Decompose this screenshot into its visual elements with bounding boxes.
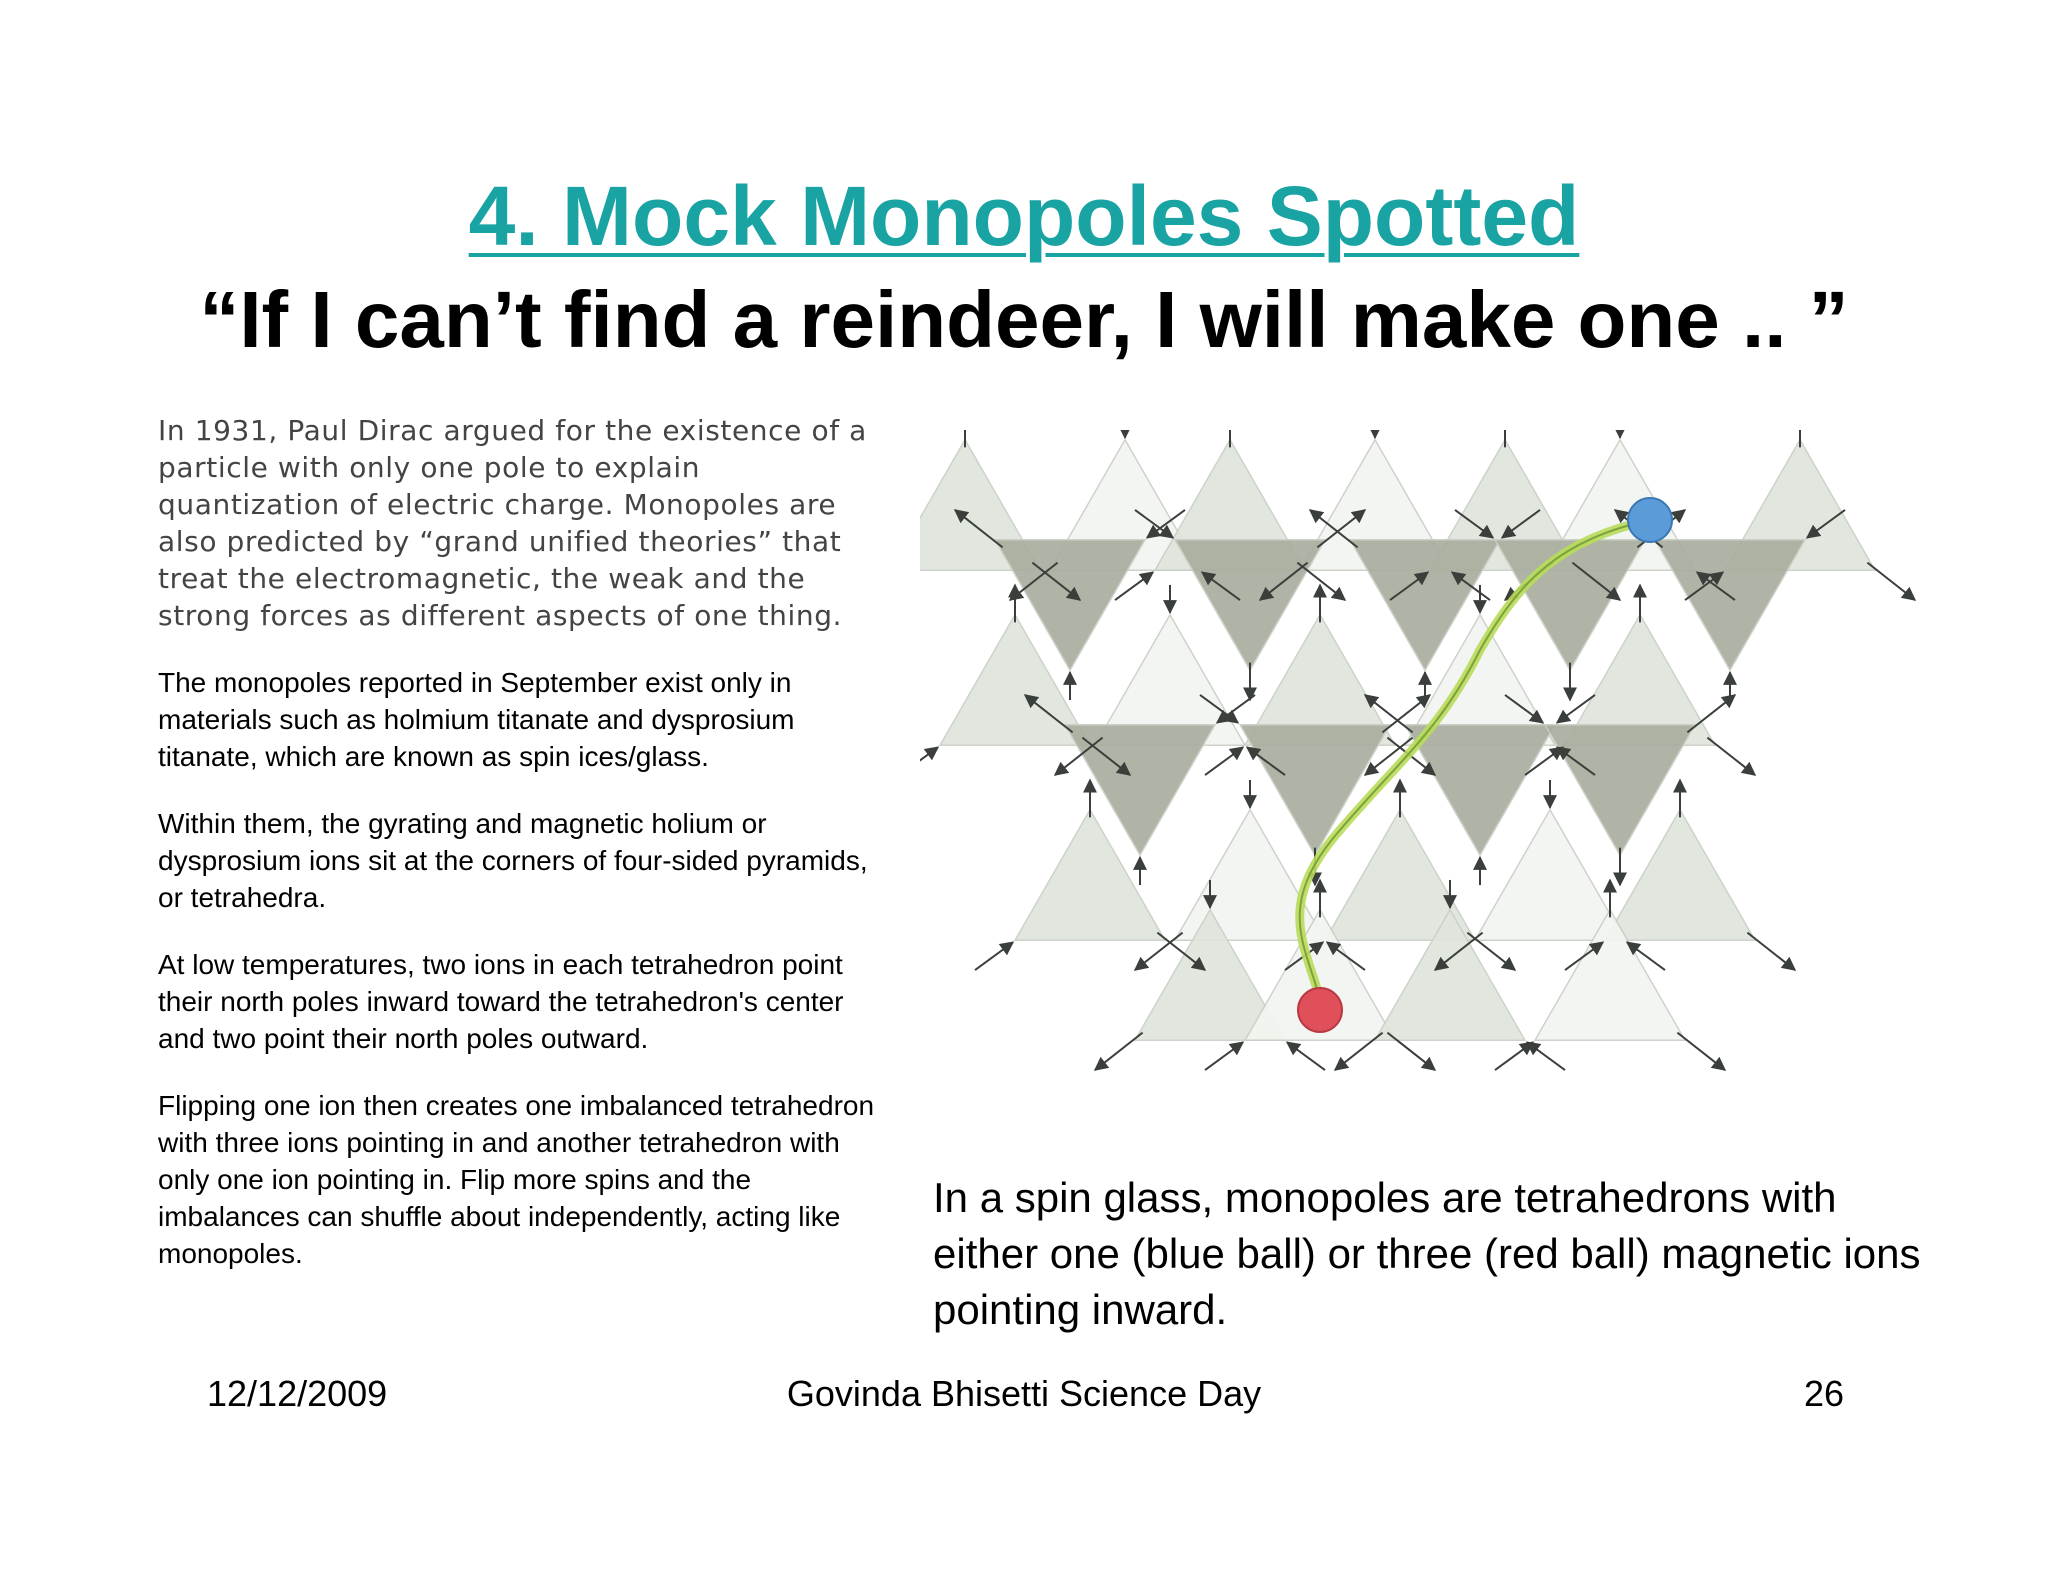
spin-arrow xyxy=(975,942,1013,970)
spin-ice-figure xyxy=(920,430,1940,1090)
slide-subtitle: “If I can’t find a reindeer, I will make one .. ” xyxy=(199,275,1849,364)
tetrahedron-shaded xyxy=(1405,725,1555,856)
footer-date: 12/12/2009 xyxy=(207,1373,388,1414)
spin-arrow xyxy=(1287,1042,1325,1070)
footer-title: Govinda Bhisetti Science Day xyxy=(786,1373,1262,1414)
spin-arrow xyxy=(1205,747,1243,775)
spin-arrow xyxy=(1747,933,1795,970)
spin-arrow xyxy=(920,747,938,775)
spin-arrow xyxy=(1867,563,1915,600)
spin-ice-illustration xyxy=(920,430,1940,1090)
paragraph-low-temp: At low temperatures, two ions in each tetrahedron point their north poles inward toward the tetrahedron's center and two point their north poles outward. xyxy=(158,949,844,1054)
body-text xyxy=(158,412,878,1302)
tetrahedron-shaded xyxy=(1655,540,1805,671)
blue-ball xyxy=(1628,498,1672,542)
spin-arrow xyxy=(1527,1042,1565,1070)
figure-caption: In a spin glass, monopoles are tetrahedrons with either one (blue ball) or three (red ball) magnetic ions pointing inward. xyxy=(933,1174,1921,1333)
paragraph-dirac: In 1931, Paul Dirac argued for the existence of a particle with only one pole to explain quantization of electric charge. Monopoles are also predicted by “grand unified theories” that treat the electromagnetic, the weak and the strong forces as different aspects of one thing. xyxy=(158,414,867,632)
paragraph-flipping: Flipping one ion then creates one imbalanced tetrahedron with three ions pointing in and another tetrahedron with only one ion pointing in. Flip more spins and the imbalances can shuffle about independently, acting like monopoles. xyxy=(158,1090,875,1269)
page-number: 26 xyxy=(1803,1373,1844,1414)
red-ball xyxy=(1298,988,1342,1032)
spin-arrow xyxy=(1677,1033,1725,1070)
spin-arrow xyxy=(1205,1042,1243,1070)
paragraph-materials: The monopoles reported in September exist only in materials such as holmium titanate and dysprosium titanate, which are known as spin ices/glass. xyxy=(158,667,795,772)
spin-arrow xyxy=(1495,1042,1533,1070)
spin-arrow xyxy=(1707,738,1755,775)
spin-arrow xyxy=(1095,1033,1143,1070)
tetrahedron xyxy=(1475,810,1625,941)
paragraph-tetrahedra: Within them, the gyrating and magnetic holium or dysprosium ions sit at the corners of four-sided pyramids, or tetrahedra. xyxy=(158,808,868,913)
slide-title: 4. Mock Monopoles Spotted xyxy=(468,169,1580,263)
